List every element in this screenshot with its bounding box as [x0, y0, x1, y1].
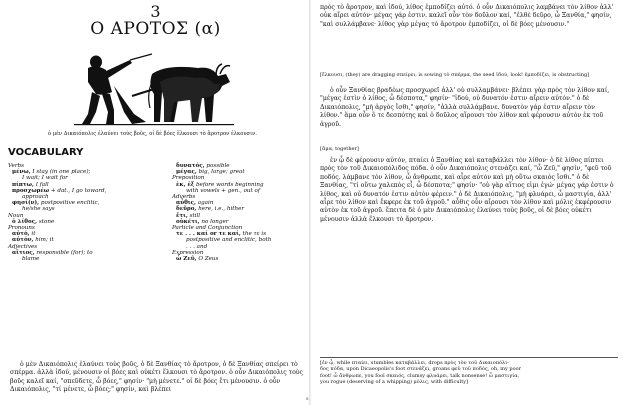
- vocab-gloss-continued: with vowels + gen., out of: [186, 187, 260, 194]
- vocab-gloss: + dat., I go toward,: [49, 187, 107, 194]
- vocab-gloss: still: [187, 212, 201, 219]
- vocab-gloss: before words beginning: [194, 181, 264, 188]
- vocab-gloss-continued: . . . and: [186, 243, 208, 250]
- gloss-line: you rogue (deserving of a whipping) μόλις, with difficulty]: [320, 378, 468, 385]
- vocab-gloss-continued: approach: [22, 194, 49, 201]
- gloss-line: δος πόδα, upon Dicaeopolis's foot στενάζει, groans φεῦ τοῦ ποδός, oh, my poor: [320, 366, 522, 373]
- vocab-word: ὁ λίθος,: [12, 218, 38, 225]
- vocab-word: φησί(ν),: [12, 200, 40, 207]
- vocab-word: πίπτω,: [12, 181, 34, 188]
- vocabulary-heading: VOCABULARY: [8, 147, 84, 158]
- reading-paragraph: πρὸς τὸ ἄροτρον, καὶ ἰδού, λίθος ἐμποδίζει αὐτό. ὁ οὖν Δικαιόπολις λαμβάνει τὸν λίθον ἀλλ' οὐκ αἴρει αὐτόν· μέγας γάρ ἐστιν. καλεῖ οὖν τὸν δοῦλον καί, "ἐλθὲ δεῦρο, ὦ Ξανθία," φησίν, "καὶ συλλάμβανε· λίθος γὰρ μέγας τὸ ἄροτρον ἐμποδίζει, οἱ δὲ βόες μένουσιν.": [320, 4, 614, 28]
- vocab-gloss-continued: he/she says: [22, 206, 55, 213]
- vocab-gloss: O Zeus: [196, 256, 219, 263]
- vocab-entry: [176, 256, 308, 262]
- right-passage-middle: [320, 87, 618, 129]
- vocab-gloss: it: [29, 231, 36, 238]
- vocab-gloss: the τε is: [240, 231, 267, 238]
- vocab-word: αὐτό,: [12, 231, 30, 238]
- page-number: 5: [306, 396, 309, 401]
- vocab-category: Noun: [8, 212, 24, 219]
- gloss-line: foot! ὦ ἄνθρωπε, you fool σκαιός, clumsy φλυάρει, talk nonsense! ὦ μαστιγία,: [320, 372, 520, 379]
- vocab-word: αὖθις,: [176, 200, 196, 207]
- right-passage-top: [320, 4, 618, 29]
- reading-paragraph: ὁ μὲν Δικαιόπολις ἐλαύνει τοὺς βοῦς, ὁ δὲ Ξανθίας τὸ ἄροτρον, ὁ δὲ Ξανθίας σπείρει τὸ σπέρμα. ἀλλὰ ἰδού, μένουσιν οἱ βόες καὶ οὐκέτι ἕλκουσι τὸ ἄροτρον. ὁ οὖν Δικαιόπολις τοὺς βοῦς καλεῖ καί, "σπεῦδετε, ὦ βόες," φησίν· "μὴ μένετε." οἱ δὲ βόες ἔτι μένουσιν. ὁ οὖν Δικαιόπολις, "τί μένετε, ὦ βόες;" φησίν, καὶ βλέπει: [10, 361, 304, 394]
- vocab-word: δεῦρο,: [176, 206, 197, 213]
- vocab-gloss: responsible (for); to: [34, 249, 93, 256]
- chapter-title: Ο ΑΡΟΤΟΣ (α): [90, 19, 221, 39]
- vocab-word: δυνατός,: [176, 163, 205, 169]
- vocab-category: Particle and Conjunction: [172, 225, 243, 232]
- vocabulary-column-1: [8, 163, 162, 263]
- vocab-gloss: big, large; great: [196, 169, 245, 176]
- vocab-category: Expression: [172, 249, 204, 256]
- vocab-category: Adjectives: [8, 243, 38, 250]
- right-page: [312, 0, 623, 405]
- vocab-gloss-continued: postpositive and enclitic, both: [186, 237, 272, 244]
- reading-paragraph: ἐν ᾧ δὲ φέρουσιν αὐτόν, πταίει ὁ Ξανθίας καὶ καταβάλλει τὸν λίθον· ὁ δὲ λίθος πίπτει πρὸς τὸν τοῦ Δικαιοπόλιδος πόδα. ὁ οὖν Δικαιόπολις στενάζει καί, "ὦ Ζεῦ," φησίν, "φεῦ τοῦ ποδός. λάμβανε τὸν λίθον, ὦ ἄνθρωπε, καὶ αἶρε αὐτὸν καὶ μὴ οὕτω σκαιὸς ἴσθι." ὁ δὲ Ξανθίας, "τί οὕτω χαλεπὸς εἶ, ὦ δέσποτα;" φησίν· "οὐ γὰρ αἴτιος εἰμι ἐγώ· μέγας γάρ ἐστιν ὁ λίθος, καὶ οὐ δυνατόν ἐστιν αὐτὸν φέρειν." ὁ δὲ Δικαιόπολις, "μὴ φλυάρει, ὦ μαστιγία, ἀλλ' αἶρε τὸν λίθον καὶ ἔκφερε ἐκ τοῦ ἀγροῦ." αὖθις οὖν αἴρουσι τὸν λίθον καὶ μόλις ἐκφέρουσιν αὐτὸν ἐκ τοῦ ἀγροῦ. ἔπειτα δὲ ὁ μὲν Δικαιόπολις ἐλαύνει τοὺς βοῦς, οἱ δὲ βόες οὐκέτι μένουσιν ἀλλὰ ἕλκουσι τὸ ἄροτρον.: [320, 157, 614, 223]
- left-reading-passage: [10, 361, 306, 395]
- vocab-category: Preposition: [172, 175, 205, 182]
- illustration-caption: ὁ μὲν Δικαιόπολις ἐλαύνει τοὺς βοῦς, οἱ δὲ βόες ἕλκουσι τὸ ἄροτρον ἐλκουσιν.: [48, 131, 257, 137]
- vocab-category: Verbs: [8, 163, 24, 169]
- gloss-note-1: [ἕλκουσι, (they) are dragging σπείρει, is sowing τὸ σπέρμα, the seed ἰδού, look! ἐμποδίζει, is obstructing]: [320, 72, 590, 78]
- vocabulary-column-2: [172, 163, 308, 263]
- reading-paragraph: ὁ οὖν Ξανθίας βραδέως προσχωρεῖ ἀλλ' οὐ συλλαμβάνει· βλέπει γὰρ πρὸς τὸν λίθον καί, "μέγας ἐστὶν ὁ λίθος, ὦ δέσποτα," φησίν· "ἰδού, οὐ δυνατόν ἐστιν αἴρειν αὐτόν." ὁ δὲ Δικαιόπολις, "μὴ ἀργὸς ἴσθι," φησίν, "ἀλλὰ συλλάμβανε. δυνατὸν γάρ ἐστιν αἴρειν τὸν λίθον." ἅμα οὖν ὅ τε δεσπότης καὶ ὁ δοῦλος αἴρουσι τὸν λίθον καὶ φέρουσιν αὐτὸν ἐκ τοῦ ἀγροῦ.: [320, 87, 610, 128]
- plowing-illustration: [74, 52, 234, 128]
- gloss-note-bottom: [320, 357, 618, 385]
- vocab-word: τε . . . καί or τε καί,: [176, 231, 241, 238]
- vocab-gloss-continued: blame: [22, 256, 40, 263]
- vocab-gloss: possible: [204, 163, 230, 169]
- vocab-category: Adverbs: [172, 194, 196, 201]
- vocab-word: προσχωρέω: [12, 187, 50, 194]
- vocab-gloss: him; it: [33, 237, 54, 244]
- vocab-word: αἴτιος,: [12, 249, 35, 256]
- vocab-word: μένω,: [12, 169, 31, 176]
- chapter-number: 3: [150, 2, 161, 21]
- vocab-word: οὐκέτι,: [176, 218, 200, 225]
- vocab-gloss: here, i.e., hither: [196, 206, 245, 213]
- right-passage-lower: [320, 157, 618, 224]
- vocab-word: μέγας,: [176, 169, 197, 176]
- vocab-word: ἔτι,: [176, 212, 188, 219]
- vocab-gloss-continued: I wait; I wait for: [22, 175, 68, 182]
- vocab-word: αὐτόν,: [12, 237, 34, 244]
- left-page: [0, 0, 311, 405]
- vocab-gloss: no longer: [199, 218, 229, 225]
- vocab-category: Pronouns: [8, 225, 35, 232]
- vocab-gloss: postpositive enclitic,: [39, 200, 100, 207]
- vocab-word: ὦ Ζεῦ,: [176, 256, 197, 263]
- gloss-note-2: [ἅμα, together]: [320, 146, 359, 152]
- vocab-word: ἐκ, ἐξ: [176, 181, 195, 188]
- gloss-line: [ἐν ᾧ, while πταίει, stumbles καταβάλλει, drops πρὸς τὸν τοῦ Δικαιοπόλι-: [320, 360, 509, 366]
- vocab-gloss: stone: [37, 218, 55, 225]
- vocab-gloss: again: [195, 200, 214, 207]
- vocab-gloss: I stay (in one place);: [30, 169, 91, 176]
- vocab-gloss: I fall: [33, 181, 49, 188]
